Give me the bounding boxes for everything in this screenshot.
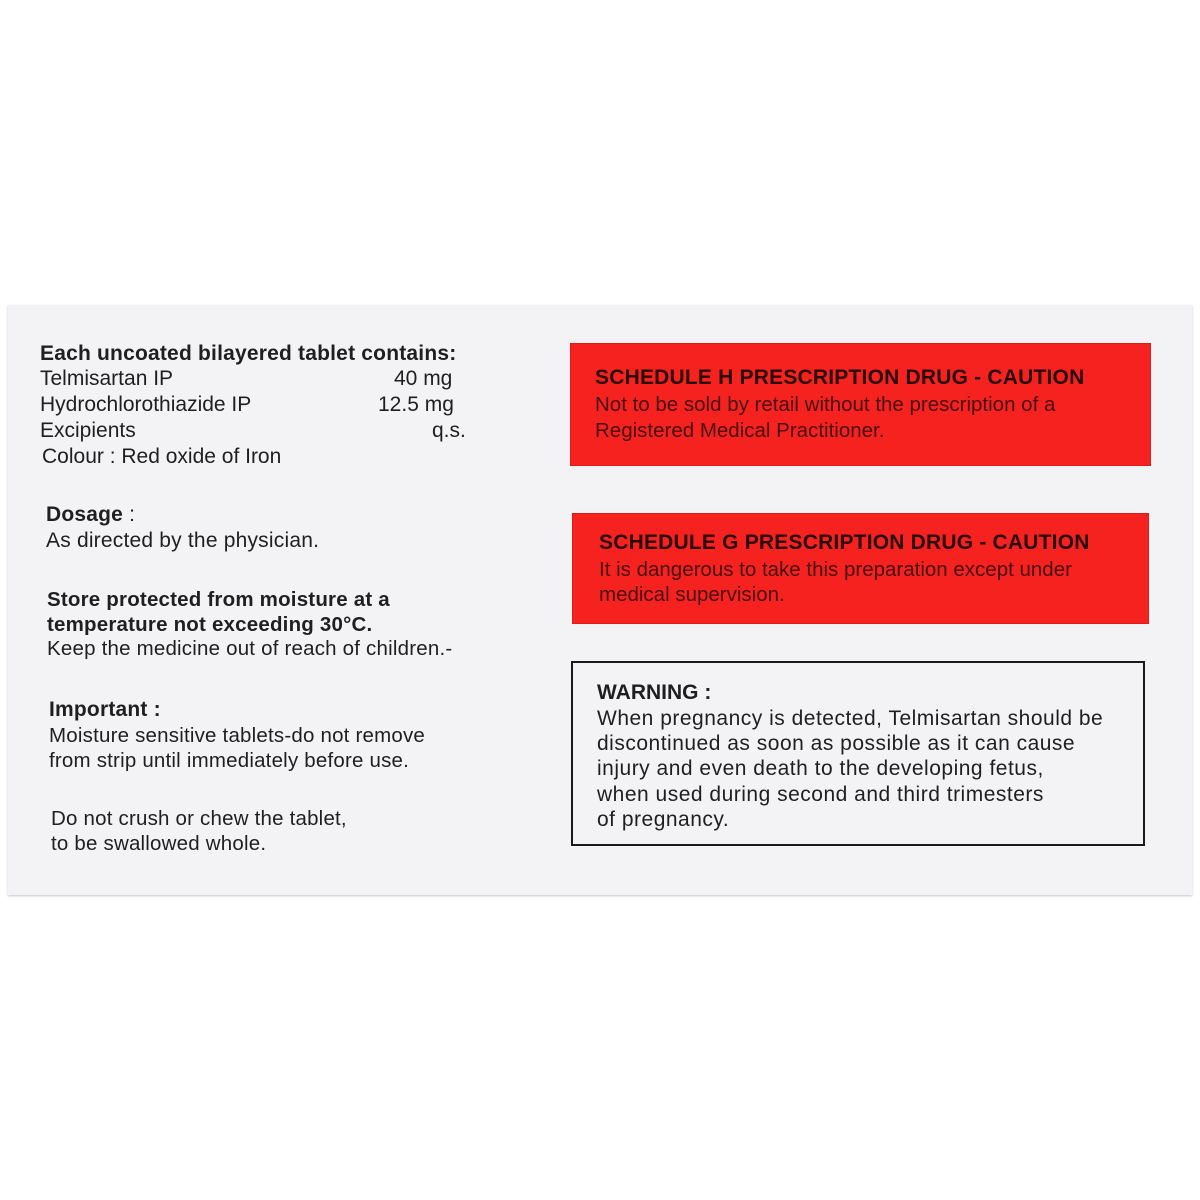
schedule-h-caution-box [570,343,1151,466]
warning-line: injury and even death to the developing fetus, [597,757,1044,781]
composition-row [40,419,480,445]
composition-section [40,341,520,481]
warning-title: WARNING : [597,681,712,704]
warning-line: When pregnancy is detected, Telmisartan should be [597,707,1104,730]
dosage-text: As directed by the physician. [46,528,320,552]
schedule-g-caution-box [572,513,1149,624]
important-line-2: from strip until immediately before use. [49,749,410,772]
storage-line-1: Store protected from moisture at a [47,588,390,611]
swallow-line-2: to be swallowed whole. [51,832,267,855]
dosage-label: Dosage [46,503,124,526]
important-section [49,697,425,774]
ingredient-value: q.s. [432,419,466,442]
ingredient-name: Excipients [40,419,136,442]
ingredient-name: Hydrochlorothiazide IP [40,393,252,416]
swallow-line-1: Do not crush or chew the tablet, [51,807,347,830]
storage-section [47,588,452,662]
storage-line-3: Keep the medicine out of reach of children.- [47,637,453,660]
warning-line: when used during second and third trimesters [597,782,1044,806]
pregnancy-warning-box [571,661,1145,846]
schedule-h-title: SCHEDULE H PRESCRIPTION DRUG - CAUTION [595,366,1085,389]
dosage-section [46,502,319,553]
dosage-colon: : [123,503,136,526]
composition-row [40,393,480,419]
ingredient-name: Telmisartan IP [40,367,174,390]
storage-line-2: temperature not exceeding 30°C. [47,612,373,636]
schedule-g-line-1: It is dangerous to take this preparation except under [599,558,1072,581]
schedule-g-title: SCHEDULE G PRESCRIPTION DRUG - CAUTION [599,531,1090,554]
schedule-g-line-2: medical supervision. [599,583,785,606]
warning-text [597,706,1103,832]
warning-line: discontinued as soon as possible as it can cause [597,732,1076,756]
composition-row [40,367,480,393]
ingredient-value: 40 mg [394,367,453,390]
important-label: Important : [49,698,161,721]
important-line-1: Moisture sensitive tablets-do not remove [49,723,426,747]
schedule-h-line-2: Registered Medical Practitioner. [595,419,885,442]
colour-line: Colour : Red oxide of Iron [42,445,282,468]
ingredient-value: 12.5 mg [378,393,454,416]
swallow-section [51,806,347,856]
schedule-h-line-1: Not to be sold by retail without the prescription of a [595,393,1056,416]
warning-line: of pregnancy. [597,807,730,831]
composition-heading: Each uncoated bilayered tablet contains: [40,342,457,365]
